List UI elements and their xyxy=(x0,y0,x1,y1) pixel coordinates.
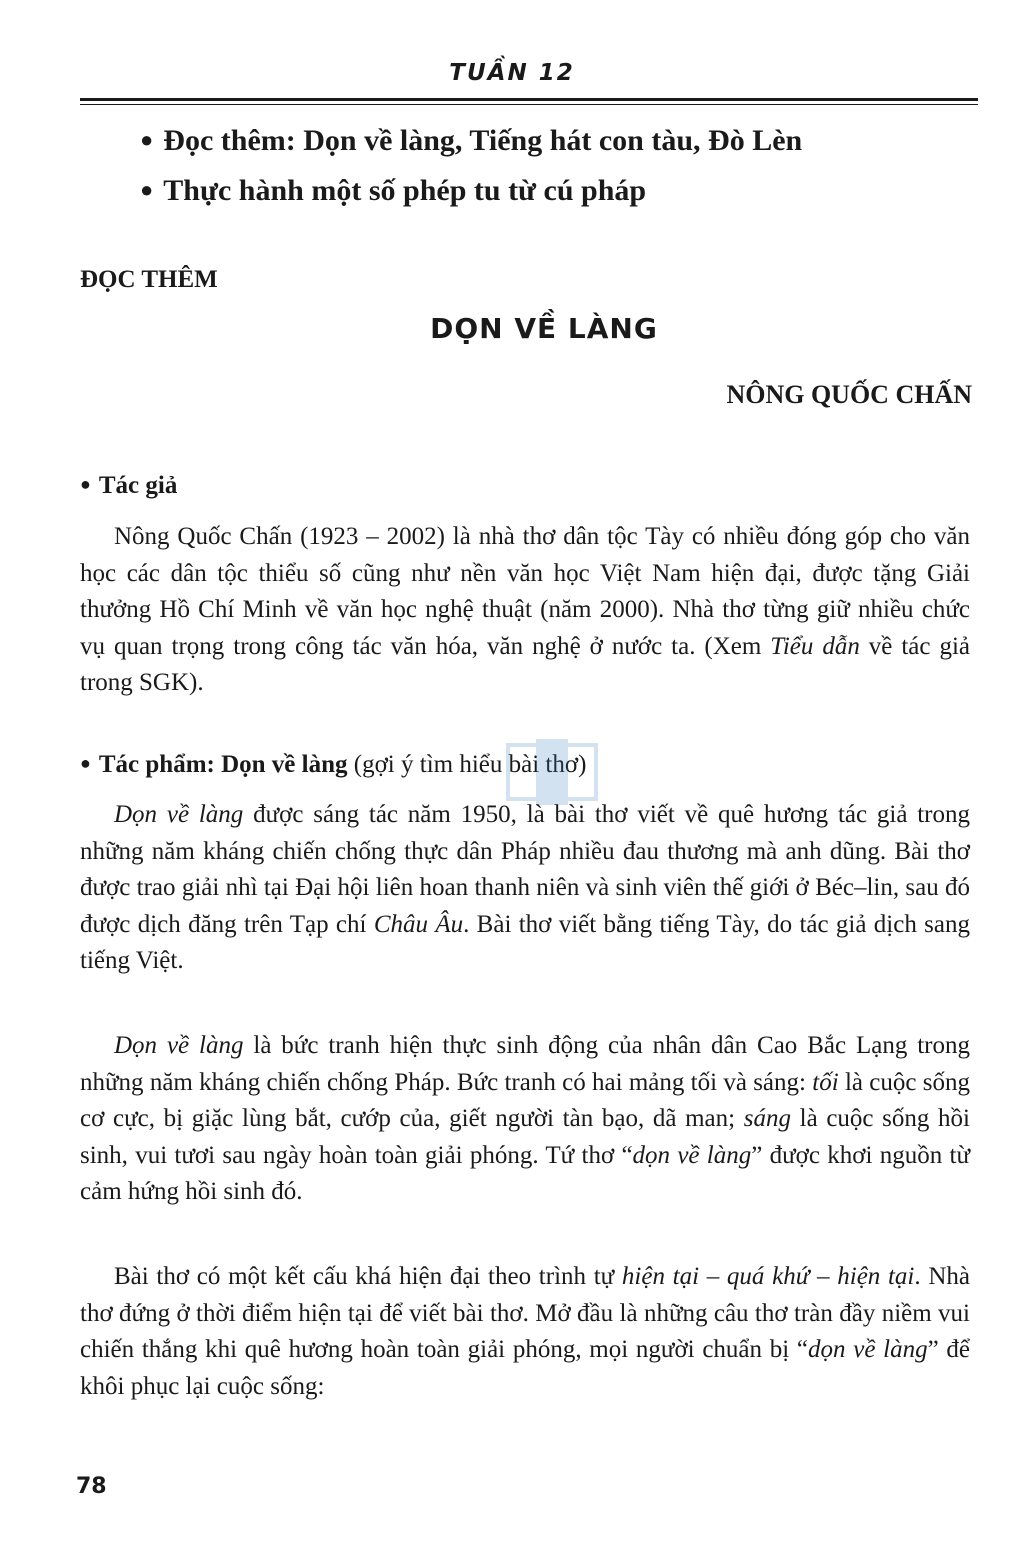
italic-run: Châu Âu xyxy=(373,910,464,938)
italic-run: hiện tại – quá khứ – hiện tại xyxy=(621,1263,915,1290)
work-paragraph-1 xyxy=(80,797,970,980)
topic-item xyxy=(140,122,802,159)
italic-run: sáng xyxy=(743,1105,791,1132)
bullet-icon: ● xyxy=(80,753,91,773)
heading-rest-text: (gợi ý tìm hiểu bài thơ) xyxy=(347,751,587,778)
topic-text: Đọc thêm: Dọn về làng, Tiếng hát con tàu, Đò Lèn xyxy=(163,124,803,157)
author-section-heading xyxy=(80,472,177,500)
text-run: về tác giả trong SGK). xyxy=(80,632,970,696)
italic-run: dọn về làng xyxy=(808,1336,928,1363)
page-number: 78 xyxy=(76,1474,107,1499)
text-run: ” được khơi nguồn từ cảm hứng hồi sinh đó. xyxy=(80,1141,970,1205)
week-header: TUẦN 12 xyxy=(449,60,575,86)
poem-author: NÔNG QUỐC CHẤN xyxy=(726,380,972,409)
text-run: Bài thơ có một kết cấu khá hiện đại theo trình tự xyxy=(114,1263,622,1290)
section-label: ĐỌC THÊM xyxy=(80,266,218,293)
text-run: . Bài thơ viết bằng tiếng Tày, do tác giả dịch sang tiếng Việt. xyxy=(80,910,970,974)
text-run: là bức tranh hiện thực sinh động của nhân dân Cao Bắc Lạng trong những năm kháng chiến chống Pháp. Bức tranh có hai mảng tối và sáng: xyxy=(80,1032,970,1096)
topic-text: Thực hành một số phép tu từ cú pháp xyxy=(163,174,647,207)
text-run: là cuộc sống cơ cực, bị giặc lùng bắt, cướp của, giết người tàn bạo, dã man; xyxy=(80,1068,970,1132)
text-run: được sáng tác năm 1950, là bài thơ viết về quê hương tác giả trong những năm kháng chiến chống thực dân Pháp nhiều đau thương mà anh dũng. Bài thơ được trao giải nhì tại Đại hội liên hoan thanh niên và sinh viên thế giới ở Béc–lin, sau đó được dịch đăng trên Tạp chí xyxy=(80,801,970,938)
work-paragraph-3 xyxy=(80,1259,970,1405)
header-rule-thick xyxy=(80,98,978,101)
author-paragraph xyxy=(80,519,970,702)
text-run: . Nhà thơ đứng ở thời điểm hiện tại để viết bài thơ. Mở đầu là những câu thơ tràn đầy niềm vui chiến thắng khi quê hương hoàn toàn giải phóng, mọi người chuẩn bị “ xyxy=(80,1263,970,1363)
header-rule-thin xyxy=(80,104,978,105)
italic-run: dọn về làng xyxy=(632,1141,752,1169)
text-run: ” để khôi phục lại cuộc sống: xyxy=(80,1336,971,1400)
italic-run: Dọn về làng xyxy=(114,1032,244,1059)
text-run: là cuộc sống hồi sinh, vui tươi sau ngày hoàn toàn giải phóng. Tứ thơ “ xyxy=(80,1105,970,1169)
italic-run: tối xyxy=(812,1068,839,1096)
work-paragraph-2 xyxy=(80,1028,970,1211)
topic-item xyxy=(140,172,646,209)
heading-bold-text: Tác phẩm: Dọn về làng xyxy=(98,751,348,778)
bullet-icon: ● xyxy=(140,127,154,152)
bullet-icon: ● xyxy=(80,474,91,494)
text-run: Nông Quốc Chấn (1923 – 2002) là nhà thơ dân tộc Tày có nhiều đóng góp cho văn học các dân tộc thiểu số cũng như nền văn học Việt Nam hiện đại, được tặng Giải thưởng Hồ Chí Minh về văn học nghệ thuật (năm 2000). Nhà thơ từng giữ nhiều chức vụ quan trọng trong công tác văn hóa, văn nghệ ở nước ta. (Xem xyxy=(80,523,970,660)
italic-run: Tiểu dẫn xyxy=(770,632,860,660)
heading-text: Tác giả xyxy=(98,472,178,499)
italic-run: Dọn về làng xyxy=(114,801,244,828)
poem-title: DỌN VỀ LÀNG xyxy=(430,312,658,345)
bullet-icon: ● xyxy=(140,177,154,202)
